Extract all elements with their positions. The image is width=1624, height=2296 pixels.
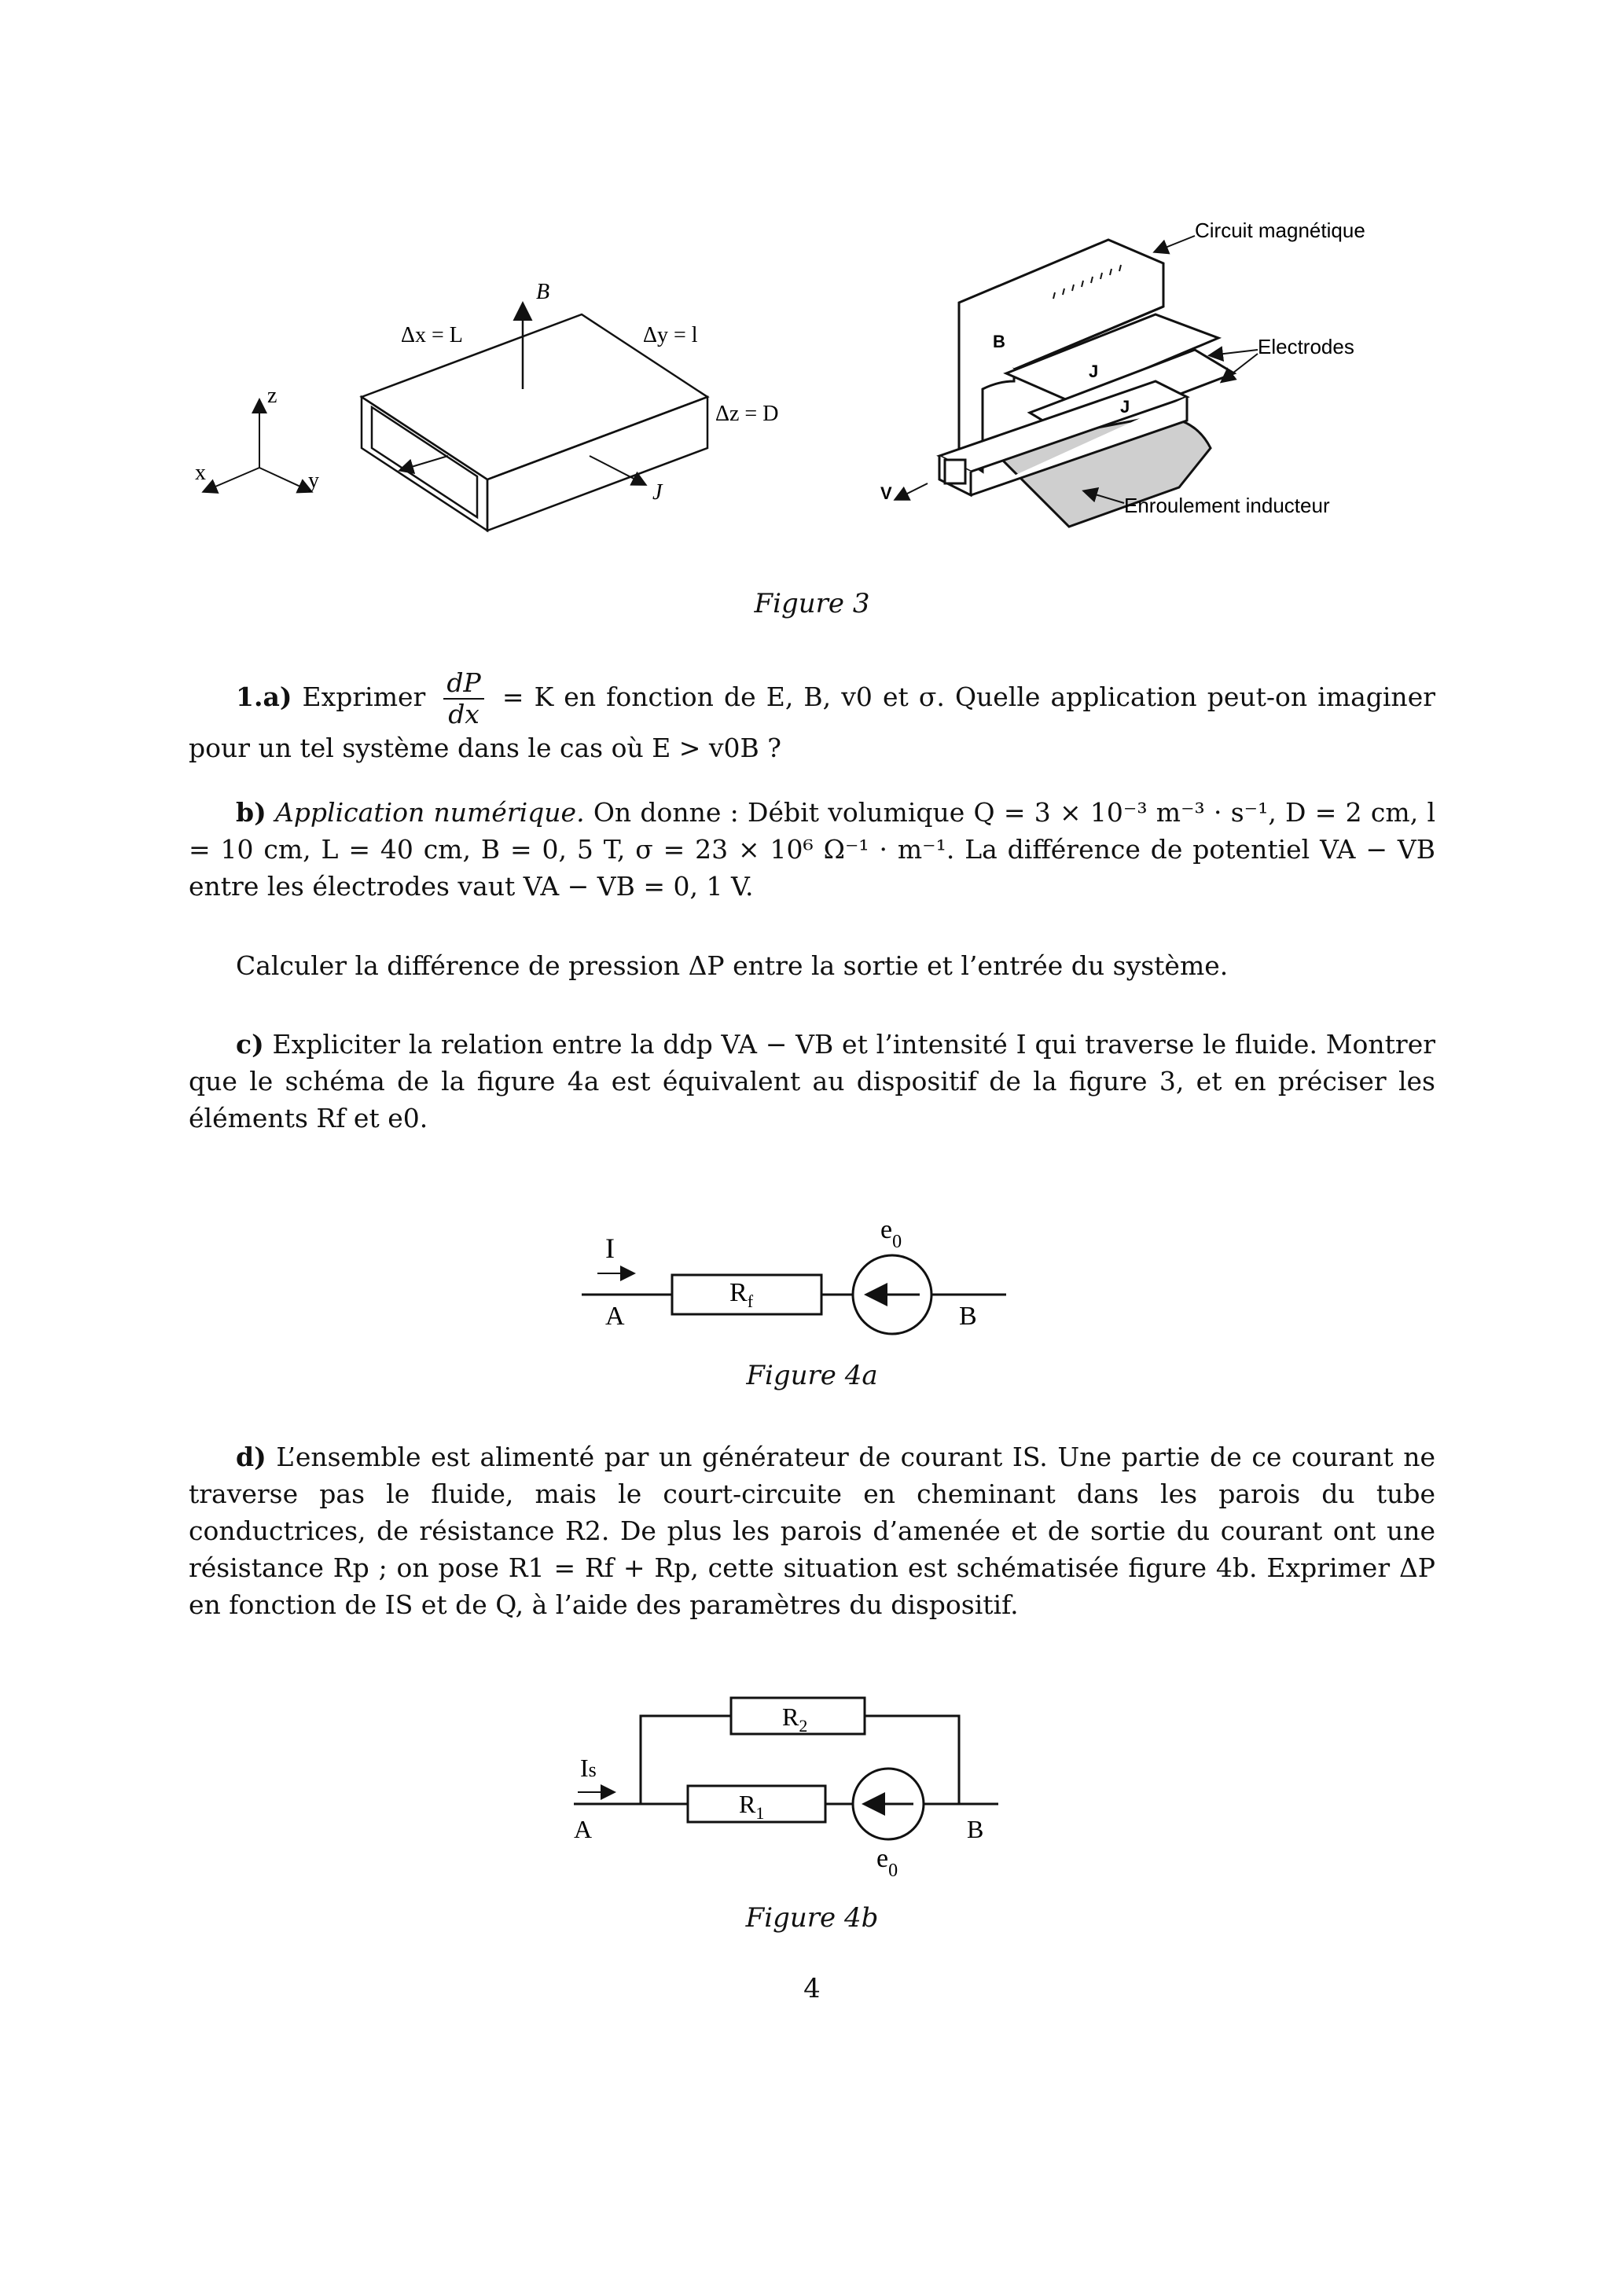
question-1d	[189, 1438, 1435, 1623]
figure-4b	[574, 1682, 1061, 1886]
question-1c	[189, 1026, 1435, 1137]
q1c-label: c)	[236, 1029, 264, 1060]
q1b2-text: Calculer la différence de pression ΔP entre la sortie et l’entrée du système.	[236, 950, 1229, 981]
frac-num: dP	[443, 668, 483, 700]
e0-label: $e_0$	[880, 1215, 902, 1252]
figure-3-caption: Figure 3	[754, 588, 870, 619]
dx-label: Δx = L	[401, 323, 463, 347]
q1b-title: Application numérique.	[274, 797, 585, 828]
B-label: B	[536, 280, 550, 304]
dz-label: Δz = D	[715, 402, 779, 426]
q1d-text: L’ensemble est alimenté par un générateur de courant IS. Une partie de ce courant ne traverse pas le fluide, mais le court-circuite en cheminant dans les parois du tube conductrices, de résistance R2. De plus les parois d’amenée et de sortie du courant ont une résistance Rp ; on pose R1 = Rf + Rp, cette situation est schématisée figure 4b. Exprimer ΔP en fonction de IS et de Q, à l’aide des paramètres du dispositif.	[189, 1442, 1435, 1620]
dy-label: Δy = l	[643, 323, 698, 347]
device-B-label: B	[993, 332, 1005, 351]
circuit-leader	[1156, 236, 1195, 252]
R2-label: $R_2$	[782, 1703, 808, 1736]
R1-label: $R_1$	[739, 1790, 765, 1823]
figure-4b-caption: Figure 4b	[745, 1902, 879, 1934]
Is-label: Is	[580, 1754, 597, 1782]
J-arrow-back	[401, 456, 448, 470]
Rf-label: $R_f$	[729, 1278, 754, 1311]
circuit-label: Circuit magnétique	[1195, 220, 1365, 242]
B-label: B	[959, 1302, 977, 1331]
q1a-text2: = K en fonction de E, B, v0 et σ. Quelle application peut-on imaginer pour un tel système dans le cas où E > v0B ?	[189, 681, 1435, 763]
question-1a	[189, 668, 1435, 766]
electrodes-label: Electrodes	[1258, 335, 1354, 358]
axis-y-label: y	[308, 468, 319, 493]
V-label: V	[880, 483, 892, 503]
dP-dx-fraction	[443, 668, 483, 729]
J-arrow	[590, 456, 645, 484]
q1a-label: 1.a)	[236, 681, 292, 712]
q1b-label: b)	[236, 797, 266, 828]
figure-3	[173, 220, 1399, 574]
enroulement-label: Enroulement inducteur	[1124, 494, 1330, 517]
B-label: B	[967, 1815, 984, 1843]
electrodes-leader-2	[1222, 354, 1258, 381]
I-label: I	[605, 1232, 615, 1264]
q1a-text1: Exprimer	[302, 681, 426, 712]
page-number: 4	[803, 1973, 821, 2004]
question-1b	[189, 794, 1435, 905]
e0-label: $e_0$	[876, 1844, 898, 1881]
axis-x-label: x	[195, 461, 206, 485]
q1b-text: On donne : Débit volumique Q = 3 × 10⁻³ m⁻³ · s⁻¹, D = 2 cm, l = 10 cm, L = 40 cm, B = 0, 5 T, σ = 23 × 10⁶ Ω⁻¹ · m⁻¹. La différence de potentiel VA − VB entre les électrodes vaut VA − VB = 0, 1 V.	[189, 797, 1435, 902]
V-arrow	[896, 483, 928, 499]
axis-z-label: z	[267, 384, 277, 408]
figure-4a	[574, 1203, 1014, 1344]
question-1b-part2	[189, 947, 1435, 984]
device-J1-label: J	[1089, 362, 1099, 381]
frac-den: dx	[448, 699, 479, 729]
A-label: A	[605, 1302, 625, 1331]
axes-triad	[204, 401, 310, 491]
q1d-label: d)	[236, 1442, 266, 1472]
device-J2-label: J	[1120, 397, 1130, 417]
magnetic-pump-device	[939, 240, 1234, 527]
J-label: J	[652, 480, 663, 505]
A-label: A	[574, 1815, 593, 1843]
electrodes-leader-1	[1211, 350, 1258, 355]
figure-4a-caption: Figure 4a	[746, 1360, 878, 1391]
q1c-text: Expliciter la relation entre la ddp VA − VB et l’intensité I qui traverse le fluide. Montrer que le schéma de la figure 4a est équivalent au dispositif de la figure 3, et en préciser les éléments Rf et e0.	[189, 1029, 1435, 1133]
